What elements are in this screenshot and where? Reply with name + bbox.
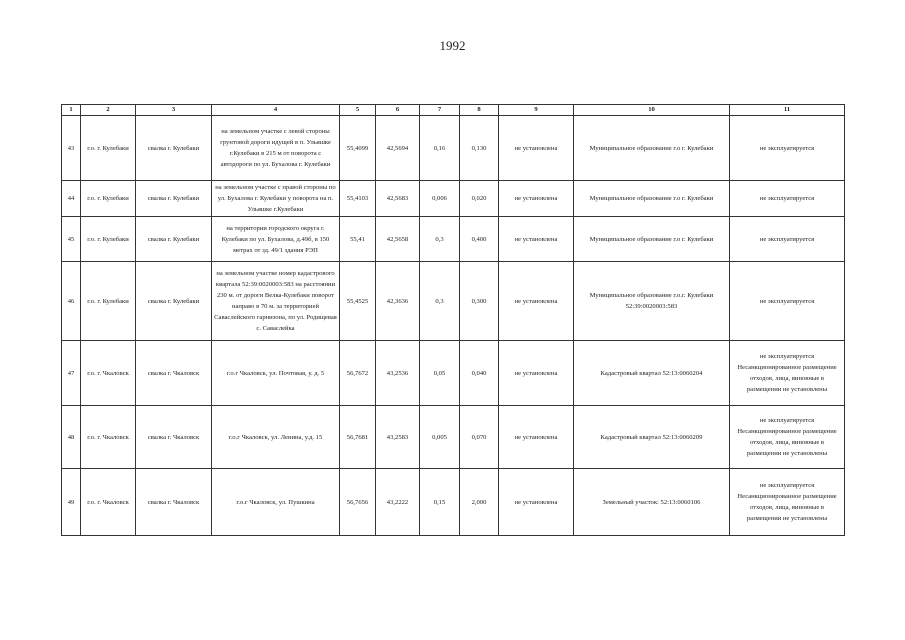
location-cell: на земельном участке номер кадастрового квартала 52:39:0020003:583 на расстоянии 230 м. от дороги Велка-Кулебаки поворот направо в 70 м. за территорией Саваслейского гарнизона, по ул. Родищевая с. Саваслейка	[212, 262, 340, 341]
cadastral-cell: не установлена	[499, 406, 574, 469]
table-row	[62, 181, 845, 217]
column-header: 6	[376, 105, 420, 116]
owner-cell: Муниципальное образование г.о.г. Кулебаки 52:39:0020003:583	[574, 262, 730, 341]
row-number: 43	[62, 116, 81, 181]
area-cell: 0,006	[420, 181, 460, 217]
volume-cell: 0,040	[460, 341, 499, 406]
longitude-cell: 43,2583	[376, 406, 420, 469]
status-cell: не эксплуатируется	[730, 116, 845, 181]
latitude-cell: 55,4103	[340, 181, 376, 217]
longitude-cell: 42,5694	[376, 116, 420, 181]
dump-name-cell: свалка г. Чкаловск	[136, 341, 212, 406]
table-row	[62, 469, 845, 536]
column-header: 3	[136, 105, 212, 116]
row-number: 49	[62, 469, 81, 536]
row-number: 48	[62, 406, 81, 469]
location-cell: на земельном участке с правой стороны по ул. Бухалова г. Кулебаки у поворота на п. Ульяшке г.Кулебаки	[212, 181, 340, 217]
status-cell: не эксплуатируется	[730, 181, 845, 217]
longitude-cell: 43,2222	[376, 469, 420, 536]
volume-cell: 0,130	[460, 116, 499, 181]
volume-cell: 0,070	[460, 406, 499, 469]
table-row	[62, 406, 845, 469]
location-cell: на земельном участке с левой стороны грунтовой дороги идущей в п. Ульяшке г.Кулебаки в 215 м от поворота с автодороги по ул. Бухалова г. Кулебаки	[212, 116, 340, 181]
cadastral-cell: не установлена	[499, 181, 574, 217]
latitude-cell: 56,7672	[340, 341, 376, 406]
status-cell: не эксплуатируется Несанкционированное размещение отходов, лица, виновные в размещении не установлены	[730, 469, 845, 536]
status-cell: не эксплуатируется Несанкционированное размещение отходов, лица, виновные в размещении не установлены	[730, 341, 845, 406]
dump-registry-table	[61, 104, 845, 536]
municipality-cell: г.о. г. Кулебаки	[81, 217, 136, 262]
cadastral-cell: не установлена	[499, 341, 574, 406]
cadastral-cell: не установлена	[499, 116, 574, 181]
column-header: 10	[574, 105, 730, 116]
owner-cell: Муниципальное образование г.о г. Кулебаки	[574, 181, 730, 217]
latitude-cell: 55,4525	[340, 262, 376, 341]
page-number: 1992	[439, 38, 466, 53]
longitude-cell: 42,3636	[376, 262, 420, 341]
owner-cell: Муниципальное образование г.о г. Кулебаки	[574, 116, 730, 181]
owner-cell: Земельный участок: 52:13:0060106	[574, 469, 730, 536]
row-number: 46	[62, 262, 81, 341]
area-cell: 0,005	[420, 406, 460, 469]
municipality-cell: г.о. г. Чкаловск	[81, 469, 136, 536]
volume-cell: 0,020	[460, 181, 499, 217]
volume-cell: 0,400	[460, 217, 499, 262]
area-cell: 0,3	[420, 262, 460, 341]
table-row	[62, 341, 845, 406]
column-header: 8	[460, 105, 499, 116]
table-row	[62, 116, 845, 181]
dump-name-cell: свалка г. Кулебаки	[136, 116, 212, 181]
municipality-cell: г.о. г. Кулебаки	[81, 262, 136, 341]
location-cell: г.о.г Чкаловск, ул. Пушкина	[212, 469, 340, 536]
longitude-cell: 43,2536	[376, 341, 420, 406]
dump-name-cell: свалка г. Кулебаки	[136, 262, 212, 341]
area-cell: 0,15	[420, 469, 460, 536]
cadastral-cell: не установлена	[499, 469, 574, 536]
volume-cell: 2,000	[460, 469, 499, 536]
table-row	[62, 217, 845, 262]
area-cell: 0,3	[420, 217, 460, 262]
municipality-cell: г.о. г. Чкаловск	[81, 341, 136, 406]
latitude-cell: 55,4099	[340, 116, 376, 181]
table-row	[62, 262, 845, 341]
volume-cell: 0,300	[460, 262, 499, 341]
row-number: 45	[62, 217, 81, 262]
latitude-cell: 55,41	[340, 217, 376, 262]
column-header: 11	[730, 105, 845, 116]
dump-name-cell: свалка г. Чкаловск	[136, 406, 212, 469]
row-number: 44	[62, 181, 81, 217]
location-cell: г.о.г Чкаловск, ул. Ленина, у.д. 15	[212, 406, 340, 469]
municipality-cell: г.о. г. Чкаловск	[81, 406, 136, 469]
status-cell: не эксплуатируется	[730, 217, 845, 262]
location-cell: на территории городского округа г. Кулебаки по ул. Бухалова, д.49б, в 150 метрах от зд. 49/1 здания РЭП	[212, 217, 340, 262]
municipality-cell: г.о. г. Кулебаки	[81, 181, 136, 217]
owner-cell: Муниципальное образование г.о г. Кулебаки	[574, 217, 730, 262]
column-header: 1	[62, 105, 81, 116]
longitude-cell: 42,5658	[376, 217, 420, 262]
cadastral-cell: не установлена	[499, 217, 574, 262]
longitude-cell: 42,5683	[376, 181, 420, 217]
latitude-cell: 56,7681	[340, 406, 376, 469]
status-cell: не эксплуатируется Несанкционированное размещение отходов, лица, виновные в размещении не установлены	[730, 406, 845, 469]
owner-cell: Кадастровый квартал 52:13:0060204	[574, 341, 730, 406]
municipality-cell: г.о. г. Кулебаки	[81, 116, 136, 181]
status-cell: не эксплуатируется	[730, 262, 845, 341]
cadastral-cell: не установлена	[499, 262, 574, 341]
column-header: 7	[420, 105, 460, 116]
column-header: 2	[81, 105, 136, 116]
row-number: 47	[62, 341, 81, 406]
table-header-row	[62, 105, 845, 116]
dump-name-cell: свалка г. Чкаловск	[136, 469, 212, 536]
area-cell: 0,05	[420, 341, 460, 406]
dump-name-cell: свалка г. Кулебаки	[136, 181, 212, 217]
column-header: 4	[212, 105, 340, 116]
latitude-cell: 56,7656	[340, 469, 376, 536]
location-cell: г.о.г Чкаловск, ул. Почтовая, у. д. 5	[212, 341, 340, 406]
column-header: 9	[499, 105, 574, 116]
column-header: 5	[340, 105, 376, 116]
owner-cell: Кадастровый квартал 52:13:0060209	[574, 406, 730, 469]
dump-name-cell: свалка г. Кулебаки	[136, 217, 212, 262]
area-cell: 0,16	[420, 116, 460, 181]
